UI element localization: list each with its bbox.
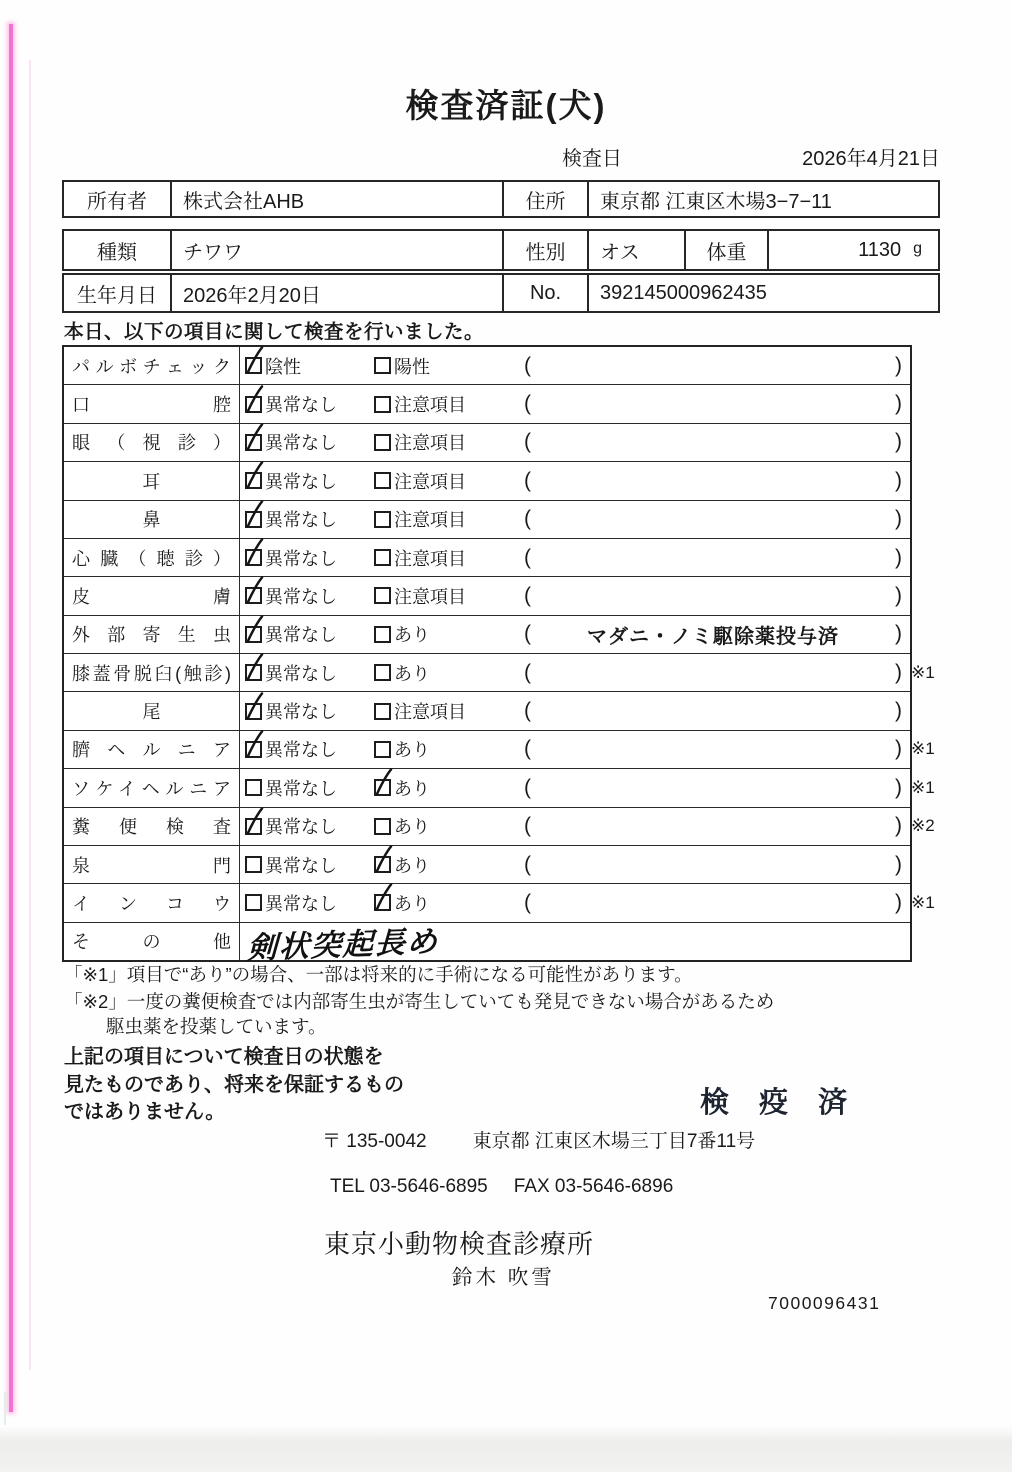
checkbox-option-1 xyxy=(245,353,374,379)
handwritten-check-icon xyxy=(244,691,264,721)
footnote-ref: ※1 xyxy=(911,662,935,682)
checkbox-label: 異常なし xyxy=(265,778,337,799)
checkbox-option-2 xyxy=(374,890,524,916)
checkbox-option-1 xyxy=(245,813,374,839)
paren-open: ( xyxy=(524,583,531,607)
checklist-row-content xyxy=(240,347,910,384)
checklist-item-label-cell xyxy=(64,846,240,883)
checkbox xyxy=(374,894,391,911)
owner-table xyxy=(62,180,940,218)
checkbox xyxy=(374,396,391,413)
checkbox-label: あり xyxy=(394,663,430,684)
checklist-item-label-cell xyxy=(64,577,240,614)
checklist-item-label: 泉門 xyxy=(72,855,231,876)
checkbox xyxy=(374,434,391,451)
paren-close: ) xyxy=(895,890,902,914)
paren-close: ) xyxy=(895,699,902,723)
checklist-row xyxy=(64,384,910,422)
footnote-2: 「※2」一度の糞便検査では内部寄生虫が寄生していても発見できない場合があるため xyxy=(64,991,775,1012)
checkbox-label: あり xyxy=(394,817,430,838)
remarks-text: マダニ・ノミ駆除薬投与済 xyxy=(587,625,839,648)
checkbox-label: 陽性 xyxy=(394,356,430,377)
remarks-field xyxy=(524,392,910,416)
paren-close: ) xyxy=(895,545,902,569)
checkbox-option-2 xyxy=(374,583,524,609)
checklist-row xyxy=(64,883,935,921)
checklist-item-label: 糞便検査 xyxy=(72,817,231,838)
checklist-row xyxy=(64,691,910,729)
checklist-row xyxy=(64,653,935,691)
checkbox-option-2 xyxy=(374,813,524,839)
remarks-field xyxy=(524,507,910,531)
clinic-name: 東京小動物検査診療所 xyxy=(324,1229,595,1259)
checkbox xyxy=(374,856,391,873)
checkbox xyxy=(245,741,262,758)
paren-open: ( xyxy=(524,430,531,454)
weight-unit: g xyxy=(913,240,922,257)
checkbox-option-1 xyxy=(245,545,374,571)
checkbox-label: 注意項目 xyxy=(394,586,466,607)
checkbox xyxy=(374,779,391,796)
checkbox-label: あり xyxy=(394,740,430,761)
checkbox xyxy=(245,664,262,681)
checklist-row-content xyxy=(240,769,910,806)
pet-info-row-1 xyxy=(62,229,940,271)
checkbox-option-1 xyxy=(245,852,374,878)
handwritten-check-icon xyxy=(244,575,264,605)
checklist-row xyxy=(64,347,910,384)
paren-open: ( xyxy=(524,353,531,377)
footnote-2-continued: 駆虫薬を投薬しています。 xyxy=(106,1016,327,1037)
paren-close: ) xyxy=(895,775,902,799)
checkbox xyxy=(374,472,391,489)
checkbox-label: あり xyxy=(394,778,430,799)
checkbox xyxy=(245,396,262,413)
checkbox xyxy=(374,549,391,566)
checkbox xyxy=(245,357,262,374)
handwritten-check-icon xyxy=(244,729,264,759)
checkbox xyxy=(245,472,262,489)
paren-close: ) xyxy=(895,392,902,416)
paren-close: ) xyxy=(895,737,902,761)
checkbox xyxy=(245,511,262,528)
clinic-postal-row xyxy=(322,1126,755,1153)
checkbox xyxy=(245,856,262,873)
handwritten-check-icon xyxy=(244,806,264,836)
checkbox-label: 異常なし xyxy=(265,586,337,607)
checklist-row-content xyxy=(240,577,910,614)
checklist-row-content xyxy=(240,884,910,921)
checklist-item-label: 膝蓋骨脱臼(触診) xyxy=(72,663,231,684)
handwritten-check-icon xyxy=(373,767,393,797)
checkbox-label: 異常なし xyxy=(265,817,337,838)
remarks-field xyxy=(524,891,910,915)
checkbox xyxy=(245,434,262,451)
number-label: No. xyxy=(502,275,587,311)
checkbox-label: 異常なし xyxy=(265,893,337,914)
checkbox-option-2 xyxy=(374,429,524,455)
checkbox xyxy=(374,357,391,374)
checklist-item-label-cell xyxy=(64,731,240,768)
paren-open: ( xyxy=(524,622,531,646)
checkbox-option-1 xyxy=(245,890,374,916)
checklist-row xyxy=(64,423,910,461)
checklist-row-content xyxy=(240,385,910,422)
checkbox-label: 異常なし xyxy=(265,510,337,531)
checklist-item-label: 眼（視診） xyxy=(72,433,231,454)
checkbox xyxy=(374,818,391,835)
checklist-row xyxy=(64,461,910,499)
checklist-row-content xyxy=(240,539,910,576)
checklist-row xyxy=(64,807,935,845)
paren-close: ) xyxy=(895,468,902,492)
birthdate-label: 生年月日 xyxy=(77,284,157,307)
checkbox-label: 陰性 xyxy=(265,356,301,377)
checkbox xyxy=(245,894,262,911)
checklist-row xyxy=(64,730,935,768)
checkbox-option-2 xyxy=(374,391,524,417)
paren-open: ( xyxy=(524,737,531,761)
weight-number: 1130 xyxy=(858,238,902,261)
checklist-item-label: 心臓（聴診） xyxy=(72,548,231,569)
checkbox-label: 注意項目 xyxy=(394,702,466,723)
checkbox xyxy=(245,703,262,720)
species-label: 種類 xyxy=(97,241,137,264)
scan-edge-shadow xyxy=(0,1425,1012,1472)
quarantine-cleared-stamp: 検 疫 済 xyxy=(700,1087,859,1119)
checkbox xyxy=(245,818,262,835)
checklist-item-label: パルボチェック xyxy=(72,356,231,377)
checklist-row xyxy=(64,922,910,966)
remarks-field xyxy=(524,584,910,608)
checklist-item-label: 皮膚 xyxy=(72,586,231,607)
checklist-item-label-cell xyxy=(64,501,240,538)
birthdate-value: 2026年2月20日 xyxy=(170,275,502,311)
checklist-row-content xyxy=(240,846,910,883)
checkbox-option-1 xyxy=(245,698,374,724)
checklist-item-label: 臍ヘルニア xyxy=(72,740,231,761)
checklist-item-label-cell xyxy=(64,808,240,845)
checkbox xyxy=(374,587,391,604)
address-value: 東京都 江東区木場3−7−11 xyxy=(587,182,938,216)
checkbox-option-2 xyxy=(374,545,524,571)
checkbox-label: あり xyxy=(394,855,430,876)
document-serial-number: 7000096431 xyxy=(768,1293,881,1313)
checkbox-option-2 xyxy=(374,621,524,647)
pet-info-row-2 xyxy=(62,273,940,313)
checkbox-label: 異常なし xyxy=(265,625,337,646)
checkbox-option-2 xyxy=(374,852,524,878)
checklist-item-label: 耳 xyxy=(142,471,161,492)
checkbox xyxy=(374,703,391,720)
checklist-row xyxy=(64,615,910,653)
paren-open: ( xyxy=(524,660,531,684)
clinic-tel: TEL 03-5646-6895 xyxy=(330,1176,488,1197)
veterinarian-name: 鈴木 吹雪 xyxy=(452,1266,555,1289)
disclaimer-line-2: 見たものであり、将来を保証するもの xyxy=(64,1073,404,1096)
checkbox-option-1 xyxy=(245,775,374,801)
paren-open: ( xyxy=(524,507,531,531)
checkbox xyxy=(374,511,391,528)
checkbox-option-2 xyxy=(374,660,524,686)
checklist-item-label: その他 xyxy=(72,932,231,953)
checkbox-option-2 xyxy=(374,468,524,494)
checkbox-option-1 xyxy=(245,660,374,686)
species-value: チワワ xyxy=(170,231,502,269)
checkbox xyxy=(374,664,391,681)
handwritten-check-icon xyxy=(244,614,264,644)
checklist-item-label-cell xyxy=(64,539,240,576)
paren-close: ) xyxy=(895,430,902,454)
handwritten-check-icon xyxy=(373,882,393,912)
checklist-item-label: 外部寄生虫 xyxy=(72,625,231,646)
checkbox-label: 異常なし xyxy=(265,548,337,569)
handwritten-check-icon xyxy=(244,460,264,490)
remarks-field xyxy=(524,546,910,570)
remarks-field xyxy=(524,354,910,378)
checklist-row xyxy=(64,768,935,806)
weight-label: 体重 xyxy=(684,231,767,269)
checkbox-label: 異常なし xyxy=(265,471,337,492)
disclaimer-line-3: ではありません。 xyxy=(64,1101,226,1123)
checkbox-option-1 xyxy=(245,429,374,455)
checkbox-label: 注意項目 xyxy=(394,548,466,569)
checkbox xyxy=(374,741,391,758)
checkbox-option-2 xyxy=(374,506,524,532)
handwritten-check-icon xyxy=(244,537,264,567)
checklist-row-content xyxy=(240,654,910,691)
paren-close: ) xyxy=(895,814,902,838)
inspection-date-row xyxy=(500,142,940,171)
checklist-item-label: 鼻 xyxy=(142,510,161,531)
checklist-item-label-cell xyxy=(64,424,240,461)
handwritten-check-icon xyxy=(244,499,264,529)
checkbox-label: あり xyxy=(394,625,430,646)
scan-artifact-pink-line-faint xyxy=(29,60,31,1370)
inspection-date-label: 検査日 xyxy=(562,148,622,170)
checklist-row xyxy=(64,538,910,576)
checklist-row-content xyxy=(240,462,910,499)
checkbox-option-2 xyxy=(374,353,524,379)
checkbox-label: あり xyxy=(394,893,430,914)
intro-statement: 本日、以下の項目に関して検査を行いました。 xyxy=(64,321,485,343)
checkbox-label: 異常なし xyxy=(265,855,337,876)
remarks-field xyxy=(524,469,910,493)
footnote-ref: ※1 xyxy=(911,739,935,759)
checkbox-label: 注意項目 xyxy=(394,433,466,454)
checklist-item-label-cell xyxy=(64,654,240,691)
checkbox-label: 注意項目 xyxy=(394,395,466,416)
checkbox xyxy=(245,549,262,566)
checklist-row xyxy=(64,845,910,883)
checkbox xyxy=(245,587,262,604)
sex-value: オス xyxy=(587,231,684,269)
checklist-row-content xyxy=(240,923,910,966)
checklist-item-label: 尾 xyxy=(142,702,161,723)
checkbox-option-2 xyxy=(374,736,524,762)
handwritten-check-icon xyxy=(244,652,264,682)
handwritten-check-icon xyxy=(244,422,264,452)
paren-close: ) xyxy=(895,353,902,377)
checkbox-label: 異常なし xyxy=(265,740,337,761)
checkbox-label: 異常なし xyxy=(265,395,337,416)
checkbox-option-1 xyxy=(245,391,374,417)
checkbox-option-1 xyxy=(245,506,374,532)
scan-artifact-pink-line xyxy=(9,24,13,1412)
checklist-item-label-cell xyxy=(64,769,240,806)
clinic-contact-row xyxy=(330,1176,673,1198)
paren-open: ( xyxy=(524,890,531,914)
clinic-fax: FAX 03-5646-6896 xyxy=(513,1176,674,1197)
checkbox-option-2 xyxy=(374,775,524,801)
checkbox-option-1 xyxy=(245,583,374,609)
checklist-item-label-cell xyxy=(64,347,240,384)
checkbox-label: 異常なし xyxy=(265,663,337,684)
disclaimer-text xyxy=(64,1044,404,1127)
footnote-1: 「※1」項目で“あり”の場合、一部は将来的に手術になる可能性があります。 xyxy=(64,964,693,985)
paren-close: ) xyxy=(895,583,902,607)
checklist-row-content xyxy=(240,731,910,768)
weight-value xyxy=(767,231,938,269)
paren-open: ( xyxy=(524,814,531,838)
checkbox-option-1 xyxy=(245,736,374,762)
checkbox-option-1 xyxy=(245,621,374,647)
checklist-row-content xyxy=(240,808,910,845)
paren-open: ( xyxy=(524,852,531,876)
paren-close: ) xyxy=(895,507,902,531)
checkbox-option-1 xyxy=(245,468,374,494)
checkbox-label: 異常なし xyxy=(265,433,337,454)
paren-close: ) xyxy=(895,660,902,684)
checklist-row-content xyxy=(240,692,910,729)
checklist-item-label: インコウ xyxy=(72,893,231,914)
paren-open: ( xyxy=(524,392,531,416)
clinic-address: 東京都 江東区木場三丁目7番11号 xyxy=(472,1131,756,1152)
checkbox xyxy=(374,626,391,643)
handwritten-check-icon xyxy=(244,345,264,375)
checkbox-option-2 xyxy=(374,698,524,724)
checklist-row xyxy=(64,576,910,614)
remarks-field xyxy=(524,853,910,877)
checklist-item-label-cell xyxy=(64,692,240,729)
postal-code: 〒 135-0042 xyxy=(322,1131,427,1152)
checklist-table xyxy=(62,345,935,966)
checklist-item-label: ソケイヘルニア xyxy=(72,778,231,799)
paren-open: ( xyxy=(524,468,531,492)
checklist-row-content xyxy=(240,424,910,461)
checklist-item-label-cell xyxy=(64,385,240,422)
remarks-field xyxy=(524,661,910,685)
owner-label: 所有者 xyxy=(87,190,147,213)
checklist-item-label-cell xyxy=(64,616,240,653)
paren-open: ( xyxy=(524,545,531,569)
document-title: 検査済証(犬) xyxy=(405,87,607,124)
owner-value: 株式会社AHB xyxy=(170,182,502,216)
checklist-item-label-cell xyxy=(64,462,240,499)
checklist-item-label-cell xyxy=(64,884,240,921)
paren-open: ( xyxy=(524,699,531,723)
disclaimer-line-1: 上記の項目について検査日の状態を xyxy=(64,1046,384,1068)
remarks-field xyxy=(524,699,910,723)
remarks-field xyxy=(524,620,910,649)
footnote-ref: ※1 xyxy=(911,892,935,912)
handwritten-check-icon xyxy=(373,844,393,874)
footnote-ref: ※1 xyxy=(911,777,935,797)
handwritten-note: 剣状突起長め xyxy=(246,925,440,966)
handwritten-check-icon xyxy=(244,384,264,414)
checkbox xyxy=(245,626,262,643)
checklist-item-label-cell xyxy=(64,923,240,960)
remarks-field xyxy=(524,430,910,454)
checklist-row xyxy=(64,500,910,538)
number-value: 392145000962435 xyxy=(587,275,938,311)
checklist-row-content xyxy=(240,501,910,538)
checkbox xyxy=(245,779,262,796)
remarks-field xyxy=(524,776,910,800)
checkbox-label: 異常なし xyxy=(265,702,337,723)
remarks-field xyxy=(524,737,910,761)
sex-label: 性別 xyxy=(502,231,587,269)
footnote-ref: ※2 xyxy=(911,816,935,836)
address-label: 住所 xyxy=(502,182,587,216)
paren-close: ) xyxy=(895,852,902,876)
checklist-item-label: 口腔 xyxy=(72,395,231,416)
checklist-row-content xyxy=(240,616,910,653)
inspection-date-value: 2026年4月21日 xyxy=(802,148,940,170)
paren-open: ( xyxy=(524,775,531,799)
remarks-field xyxy=(524,814,910,838)
checkbox-label: 注意項目 xyxy=(394,510,466,531)
checkbox-label: 注意項目 xyxy=(394,471,466,492)
paren-close: ) xyxy=(895,622,902,646)
